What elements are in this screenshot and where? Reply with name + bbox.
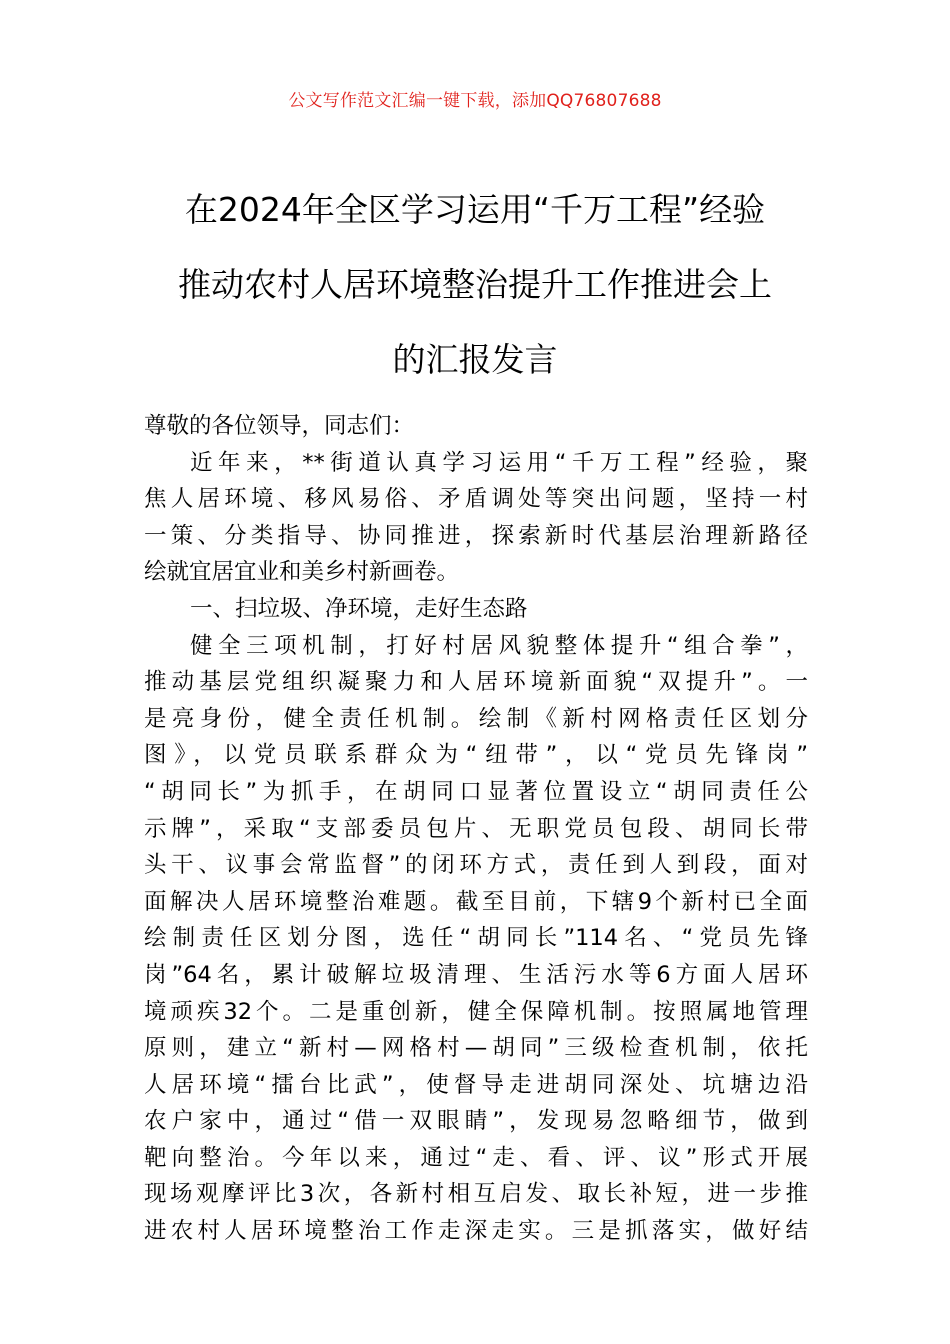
section1-paragraph: [144, 628, 808, 1250]
text-line: 绘就宜居宜业和美乡村新画卷。: [144, 559, 460, 586]
text-line: 头干、议事会常监督”的闭环方式，责任到人到段，面对: [144, 852, 808, 879]
title-line-2: 推动农村人居环境整治提升工作推进会上: [178, 265, 772, 304]
document-body: [144, 408, 808, 1250]
text-line: 是亮身份，健全责任机制。绘制《新村网格责任区划分: [144, 705, 808, 732]
text-line: 人居环境“擂台比武”，使督导走进胡同深处、坑塘边沿: [144, 1071, 808, 1098]
intro-paragraph: [144, 445, 808, 591]
text-line: 面解决人居环境整治难题。截至目前，下辖9个新村已全面: [144, 888, 808, 915]
text-line: 示牌”，采取“支部委员包片、无职党员包段、胡同长带: [144, 815, 808, 842]
text-line: 健全三项机制，打好村居风貌整体提升“组合拳”，: [190, 632, 808, 659]
text-line: 一策、分类指导、协同推进，探索新时代基层治理新路径: [144, 522, 808, 549]
text-line: 推动基层党组织凝聚力和人居环境新面貌“双提升”。一: [144, 669, 808, 696]
text-line: 现场观摩评比3次，各新村相互启发、取长补短，进一步推: [144, 1181, 808, 1208]
title-line-3: 的汇报发言: [392, 340, 558, 379]
salutation: 尊敬的各位领导，同志们：: [144, 413, 415, 439]
title-line-1: 在2024年全区学习运用“千万工程”经验: [184, 190, 766, 229]
text-line: “胡同长”为抓手，在胡同口显著位置设立“胡同责任公: [144, 778, 808, 805]
document-title: [120, 172, 830, 397]
text-line: 进农村人居环境整治工作走深走实。三是抓落实，做好结: [144, 1218, 808, 1245]
text-line: 境顽疾32个。二是重创新，健全保障机制。按照属地管理: [144, 998, 808, 1025]
text-line: 岗”64名，累计破解垃圾清理、生活污水等6方面人居环: [144, 961, 808, 988]
text-line: 近年来，**街道认真学习运用“千万工程”经验，聚: [190, 449, 808, 476]
section-heading: 一、扫垃圾、净环境，走好生态路: [190, 595, 528, 622]
text-line: 图》，以党员联系群众为“纽带”，以“党员先锋岗”: [144, 742, 808, 769]
text-line: 原则，建立“新村—网格村—胡同”三级检查机制，依托: [144, 1035, 808, 1062]
text-line: 靶向整治。今年以来，通过“走、看、评、议”形式开展: [144, 1144, 808, 1171]
download-banner: 公文写作范文汇编一键下载，添加QQ76807688: [288, 91, 662, 111]
text-line: 农户家中，通过“借一双眼睛”，发现易忽略细节，做到: [144, 1108, 808, 1135]
text-line: 绘制责任区划分图，选任“胡同长”114名、“党员先锋: [144, 925, 808, 952]
text-line: 焦人居环境、移风易俗、矛盾调处等突出问题，坚持一村: [144, 486, 808, 513]
